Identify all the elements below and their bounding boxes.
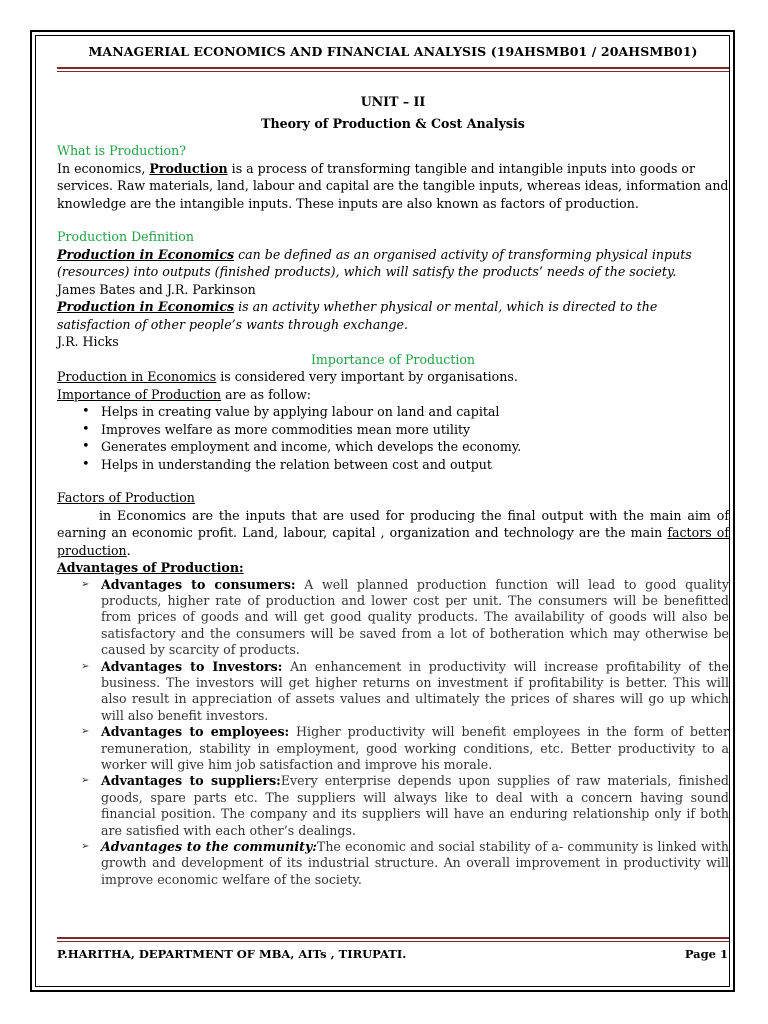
arrow-bullet-icon: ➢ xyxy=(81,578,90,590)
page-content xyxy=(57,93,729,888)
what-is-production-paragraph xyxy=(57,160,729,213)
list-item xyxy=(81,658,729,725)
arrow-bullet-icon: ➢ xyxy=(81,775,90,787)
list-item: • Generates employment and income, which develops the economy. xyxy=(101,438,729,456)
arrow-bullet-icon: ➢ xyxy=(81,841,90,852)
factors-heading: Factors of Production xyxy=(57,490,195,505)
footer-author: P.HARITHA, DEPARTMENT OF MBA, AITs , TIRUPATI. xyxy=(57,947,407,961)
advantages-heading: Advantages of Production: xyxy=(57,560,244,575)
importance-line-1 xyxy=(57,368,729,386)
list-item: • Improves welfare as more commodities mean more utility xyxy=(101,421,729,439)
production-definition-heading: Production Definition xyxy=(57,229,194,244)
importance-line-2-term: Importance of Production xyxy=(57,386,222,402)
text-span: . xyxy=(126,542,131,558)
text-span: In economics, xyxy=(57,160,150,176)
arrow-bullet-icon: ➢ xyxy=(81,726,90,738)
advantage-text: Every enterprise depends upon supplies of raw materials, finished goods, spare parts etc. The suppliers will always like to deal with a concern having sound financial position. The company and its suppliers will have an enduring relationship only if both are satisfied with each other’s dealings. xyxy=(101,773,729,838)
unit-label: UNIT – II xyxy=(360,94,426,109)
list-item: • Helps in creating value by applying labour on land and capital xyxy=(101,403,729,421)
advantage-lead: Advantages to Investors: xyxy=(101,658,283,674)
text-span: can be defined as an organised activity of transforming physical inputs (resources) into outputs (finished products), which will satisfy the products’ needs of the society. xyxy=(57,246,692,279)
importance-list xyxy=(57,403,729,473)
importance-heading: Importance of Production xyxy=(310,351,476,367)
importance-line-1-term: Production in Economics xyxy=(57,369,217,384)
advantage-lead: Advantages to employees: xyxy=(101,724,290,740)
page-number: Page 1 xyxy=(684,947,728,961)
header-rule xyxy=(57,67,729,69)
advantage-text: The economic and social stability of a- community is linked with growth and development of its industrial structure. An overall improvement in productivity will improve economic welfare of the society. xyxy=(101,839,729,887)
list-item xyxy=(81,724,729,773)
text-span: is an activity whether physical or mental, which is directed to the satisfaction of other people’s wants through exchange. xyxy=(57,299,658,332)
advantages-list xyxy=(57,577,729,889)
advantage-lead: Advantages to consumers: xyxy=(101,576,296,592)
advantage-text: Higher productivity will benefit employees in the form of better remuneration, stability in employment, good working conditions, etc. Better productivity to a worker will give him job satisfaction and improve his morale. xyxy=(101,724,729,772)
importance-line-2 xyxy=(57,386,729,404)
list-item xyxy=(81,576,729,659)
what-is-production-heading: What is Production? xyxy=(57,143,186,158)
advantage-text: A well planned production function will lead to good quality products, higher rate of production and lower cost per unit. The consumers will be benefitted from prices of goods and will get good quality products. The availability of goods will also be satisfactory and the consumers will be saved from a lot of botheration which may otherwise be caused by scarcity of products. xyxy=(101,576,729,658)
definition-1 xyxy=(57,246,729,281)
definition-2-author: J.R. Hicks xyxy=(57,334,119,349)
advantage-lead: Advantages to the community: xyxy=(101,839,317,854)
footer-rule xyxy=(57,937,729,939)
text-span: is a process of transforming tangible and intangible inputs into goods or services. Raw materials, land, labour and capital are the tangible inputs, whereas ideas, information and knowledge are the intangible inputs. These inputs are also known as factors of production. xyxy=(57,160,729,211)
definition-1-author: James Bates and J.R. Parkinson xyxy=(57,281,256,297)
advantage-lead: Advantages to suppliers: xyxy=(101,773,281,789)
production-term: Production xyxy=(149,160,228,176)
definition-1-term: Production in Economics xyxy=(57,246,235,262)
text-span: are as follow: xyxy=(221,386,311,402)
header-rule-thin xyxy=(57,71,729,72)
list-item xyxy=(81,773,729,839)
definition-2 xyxy=(57,298,729,333)
factors-paragraph xyxy=(57,507,729,560)
text-span: is considered very important by organisations. xyxy=(216,369,518,384)
list-item: • Helps in understanding the relation between cost and output xyxy=(101,456,729,474)
factors-of-production-link: factors of production xyxy=(57,525,729,558)
advantage-text: An enhancement in productivity will increase profitability of the business. The investors will get higher returns on investment if profitability is better. This will also result in appreciation of assets values and ultimately the prices of shares will go up which will also benefit investors. xyxy=(101,658,729,723)
definition-2-term: Production in Economics xyxy=(57,299,235,314)
list-item xyxy=(81,839,729,888)
text-span: in Economics are the inputs that are used for producing the final output with the main aim of earning an economic profit. Land, labour, capital , organization and technology are the main xyxy=(57,507,729,540)
document-header: MANAGERIAL ECONOMICS AND FINANCIAL ANALYSIS (19AHSMB01 / 20AHSMB01) xyxy=(88,44,698,59)
arrow-bullet-icon: ➢ xyxy=(81,660,90,672)
footer-rule-thin xyxy=(57,941,729,942)
unit-subtitle: Theory of Production & Cost Analysis xyxy=(261,115,525,131)
